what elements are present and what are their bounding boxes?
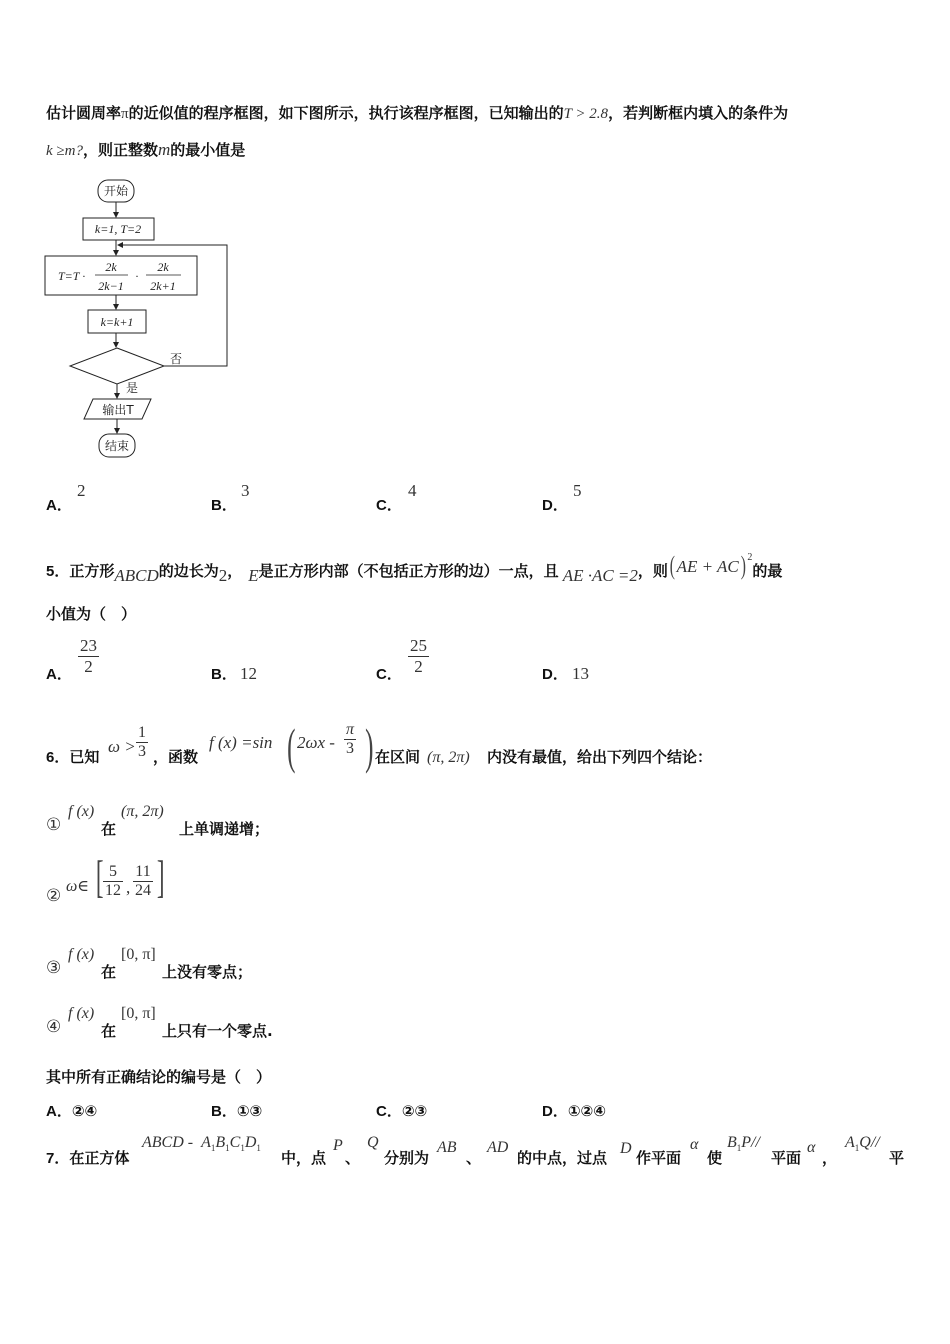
subscript: 1	[854, 1143, 860, 1154]
q7-plane-alpha-2: α	[807, 1139, 816, 1156]
q6-function-definition: f (x) =sin	[209, 733, 273, 752]
q6-conclusion-1-mark: ①	[46, 815, 62, 834]
q7-cube-d1: D	[244, 1134, 257, 1151]
option-label: B．	[211, 1103, 237, 1120]
q4-option-a[interactable]	[46, 494, 72, 515]
q7-a1q-q: Q//	[859, 1134, 880, 1151]
q6-conclusion-2-omega: ω∈	[66, 878, 90, 895]
q7-text: 的中点，过点	[517, 1149, 608, 1167]
q7-b1p-expression	[727, 1134, 760, 1153]
q5-square-expression: AE + AC	[676, 557, 739, 576]
q4-text: 的最小值是	[170, 141, 246, 159]
option-label: A．	[46, 666, 72, 683]
q6-conclusion-4-function: f (x)	[68, 1005, 95, 1022]
q7-a1q-a: A	[845, 1134, 855, 1151]
q6-conclusion-4-mark: ④	[46, 1017, 62, 1036]
q4-text: 的近似值的程序框图，如下图所示，执行该程序框图，已知输出的	[128, 104, 564, 122]
q7-cube-c1: C	[229, 1134, 241, 1151]
q4-line1	[46, 102, 788, 123]
fraction-numerator: π	[346, 721, 355, 738]
flowchart-dot: ·	[135, 269, 139, 283]
subscript: 1	[256, 1143, 261, 1154]
flowchart-yes-label: 是	[126, 381, 139, 395]
option-label: A．	[46, 497, 72, 514]
q6-omega-fraction	[136, 724, 148, 761]
flowchart-frac2-num: 2k	[157, 260, 169, 274]
q7-cube-b1: B	[215, 1134, 226, 1151]
q7-text: ，	[822, 1149, 838, 1167]
q4-option-d[interactable]	[542, 494, 568, 515]
q6-conclusion-3-interval: [0, π]	[121, 946, 156, 963]
q6-interval: (π, 2π)	[427, 749, 470, 766]
q4-text: ，则正整数	[82, 141, 158, 159]
q4-option-a-value: 2	[77, 481, 86, 500]
q7-b1p-p: P//	[741, 1134, 760, 1151]
q5-option-a-fraction	[78, 636, 99, 677]
q7-cube-a1: A	[201, 1134, 211, 1151]
q4-option-b[interactable]	[211, 494, 237, 515]
q5-dot-product: AE ·AC =2	[562, 566, 638, 585]
q7-number-and-text	[46, 1147, 129, 1168]
q7-text: 平面	[771, 1149, 802, 1167]
flowchart-end-label: 结束	[104, 439, 130, 453]
q7-a1q-expression	[845, 1134, 880, 1153]
q5-number: 5．	[46, 563, 70, 580]
q7-text: 使	[707, 1149, 723, 1167]
q5-option-c-fraction	[408, 636, 429, 677]
fraction-denominator: 3	[138, 743, 146, 760]
q6-inner-fraction	[344, 721, 356, 758]
option-label: C．	[376, 1103, 402, 1120]
q4-judge-condition: k ≥m?	[46, 143, 83, 159]
option-label: D．	[542, 1103, 568, 1120]
fraction-denominator: 2	[84, 657, 93, 676]
flowchart	[40, 172, 240, 467]
q7-number: 7．	[46, 1150, 70, 1167]
q5-point-e: E	[248, 566, 259, 585]
flowchart-output-label: 输出T	[102, 403, 134, 417]
q5-exponent: 2	[747, 552, 753, 563]
q6-question: 其中所有正确结论的编号是（ ）	[46, 1068, 272, 1086]
q6-conclusion-1-function: f (x)	[68, 803, 95, 820]
q6-text: ，函数	[153, 748, 199, 766]
pi-symbol: π	[121, 106, 129, 122]
option-label: A．	[46, 1103, 72, 1120]
q5-side-length: 2	[218, 566, 228, 585]
fraction-denominator: 24	[135, 882, 151, 899]
option-value: ①②④	[567, 1102, 606, 1120]
q6-conclusion-2-fraction-1	[103, 863, 123, 900]
fraction-denominator: 2	[414, 657, 423, 676]
q6-inner-expression: 2ωx -	[297, 733, 335, 752]
q5-line2: 小值为（ ）	[46, 605, 137, 623]
flowchart-frac1-num: 2k	[105, 260, 117, 274]
q7-text: 平	[889, 1149, 905, 1167]
option-label: B．	[211, 497, 237, 514]
q6-conclusion-1-in: 在	[101, 820, 117, 838]
q7-text: 、	[345, 1149, 361, 1167]
q7-point-d: D	[620, 1140, 632, 1157]
q6-number: 6．	[46, 749, 70, 766]
flowchart-start-label: 开始	[103, 184, 129, 198]
q6-conclusion-4-text: 上只有一个零点.	[162, 1022, 273, 1040]
q6-function-parentheses: (	[287, 718, 296, 774]
fraction-numerator: 11	[133, 863, 153, 882]
q7-point-p: P	[333, 1137, 343, 1154]
fraction-denominator: 12	[105, 882, 121, 899]
fraction-numerator: 25	[410, 636, 427, 655]
option-label: D．	[542, 497, 568, 514]
q6-function-parentheses-close: )	[365, 718, 374, 774]
q7-text: 中，点	[281, 1149, 327, 1167]
q6-conclusion-4-in: 在	[101, 1022, 117, 1040]
q5-text: 正方形	[69, 562, 115, 580]
q4-option-b-value: 3	[241, 481, 250, 500]
q6-conclusion-3-function: f (x)	[68, 946, 95, 963]
q7-plane-alpha: α	[690, 1136, 699, 1153]
q7-cube-base: ABCD -	[142, 1134, 194, 1151]
q5-option-d[interactable]	[542, 663, 568, 684]
q6-text: 已知	[69, 748, 100, 766]
q6-option-a[interactable]	[46, 1100, 97, 1121]
flowchart-frac1-den: 2k−1	[98, 279, 124, 293]
q6-conclusion-3-in: 在	[101, 963, 117, 981]
flowchart-increment-label: k=k+1	[100, 315, 134, 329]
q7-point-q: Q	[367, 1134, 379, 1151]
q6-option-b[interactable]	[211, 1100, 262, 1121]
q6-conclusion-2-bracket-open: [	[95, 851, 104, 902]
flowchart-no-label: 否	[170, 352, 183, 366]
q7-text: 、	[466, 1149, 482, 1167]
option-label: C．	[376, 666, 402, 683]
q5-option-d-value: 13	[572, 664, 589, 683]
q5-text: ，	[227, 562, 243, 580]
q6-conclusion-2-bracket-close: ]	[156, 851, 165, 902]
q7-text: 作平面	[636, 1149, 682, 1167]
q6-option-d[interactable]	[542, 1100, 606, 1121]
flowchart-update-lhs: T=T ·	[58, 269, 86, 283]
q5-option-b-value: 12	[240, 664, 257, 683]
q5-text: 是正方形内部（不包括正方形的边）一点，且	[258, 562, 559, 580]
q6-conclusion-2-fraction-2	[133, 863, 153, 900]
q4-option-c[interactable]	[376, 494, 402, 515]
subscript: 1	[210, 1143, 216, 1154]
q6-conclusion-2-mark: ②	[46, 886, 62, 905]
q5-text: 的边长为	[158, 562, 219, 580]
q5-option-b[interactable]	[211, 663, 237, 684]
option-value: ②④	[71, 1102, 98, 1120]
q6-omega-condition: ω >	[108, 737, 136, 756]
q6-number-and-text	[46, 746, 99, 767]
q7-b1p-b: B	[727, 1134, 737, 1151]
q7-segment-ad: AD	[487, 1139, 509, 1156]
q7-segment-ab: AB	[437, 1139, 457, 1156]
option-value: ②③	[401, 1102, 428, 1120]
flowchart-init-label: k=1, T=2	[94, 222, 142, 236]
q7-text: 分别为	[384, 1149, 430, 1167]
q6-text: 在区间	[375, 748, 421, 766]
q5-option-c[interactable]	[376, 663, 402, 684]
option-label: B．	[211, 666, 237, 683]
q4-option-d-value: 5	[573, 481, 582, 500]
fraction-denominator: 3	[346, 740, 354, 757]
q4-output-condition: T > 2.8	[563, 106, 609, 122]
subscript: 1	[736, 1143, 742, 1154]
q5-option-a[interactable]	[46, 663, 72, 684]
fraction-numerator: 5	[103, 863, 123, 882]
q6-conclusion-1-interval: (π, 2π)	[121, 803, 164, 820]
q6-option-c[interactable]	[376, 1100, 427, 1121]
fraction-numerator: 1	[138, 724, 146, 741]
q6-text: 内没有最值，给出下列四个结论：	[487, 748, 713, 766]
q6-conclusion-1-text: 上单调递增；	[179, 820, 270, 838]
q6-conclusion-4-interval: [0, π]	[121, 1005, 156, 1022]
q5-text: ，则	[637, 562, 668, 580]
option-label: D．	[542, 666, 568, 683]
flowchart-decision-diamond	[70, 348, 164, 384]
q7-text: 在正方体	[69, 1149, 130, 1167]
q6-conclusion-3-mark: ③	[46, 958, 62, 977]
q5-square-name: ABCD	[114, 566, 159, 585]
q7-cube-name	[142, 1134, 261, 1153]
q6-conclusion-2-comma: ,	[126, 878, 131, 897]
flowchart-frac2-den: 2k+1	[150, 279, 176, 293]
subscript: 1	[240, 1143, 245, 1154]
q5-text: 的最	[752, 562, 783, 580]
q4-line2	[46, 139, 245, 160]
option-value: ①③	[236, 1102, 263, 1120]
option-label: C．	[376, 497, 402, 514]
q4-option-c-value: 4	[408, 481, 417, 500]
q4-m-variable: m	[158, 140, 171, 159]
q5-line1: 5．正方形ABCD的边长为2， E是正方形内部（不包括正方形的边）一点，且 AE ·AC =2，则( AE + AC) $^2$的最	[46, 551, 783, 585]
subscript: 1	[225, 1143, 230, 1154]
q4-text: 估计圆周率	[46, 104, 122, 122]
fraction-numerator: 23	[80, 636, 97, 655]
q4-text: ，若判断框内填入的条件为	[608, 104, 789, 122]
q6-conclusion-3-text: 上没有零点；	[162, 963, 253, 981]
